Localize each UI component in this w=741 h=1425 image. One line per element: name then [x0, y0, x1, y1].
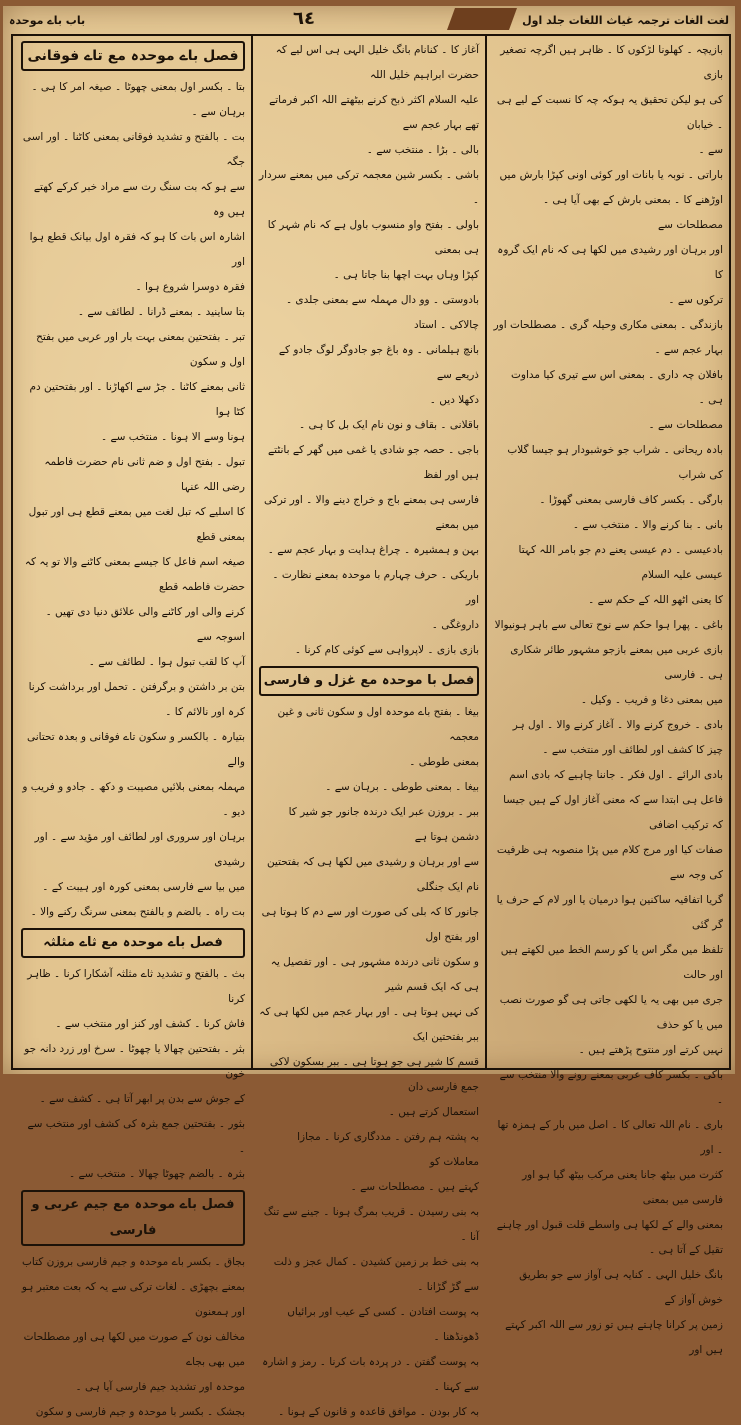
text-frame	[11, 34, 731, 1418]
text-line: صیغہ اسم فاعل کا جیسے بمعنی کاٹنے والا تو یہ کہ حضرت فاطمہ قطع	[24, 556, 245, 593]
text-line: باراتی ۔ نوبہ یا بانات اور کوئی اونی کپڑا بارش میں	[499, 169, 723, 181]
text-line: بادہ ریحانی ۔ شراب جو خوشبودار ہو جیسا گلاب کی شراب	[507, 444, 723, 481]
text-line: بہ پشتہ ہم رفتن ۔ مددگاری کرنا ۔ مجازا معاملات کو	[297, 1131, 479, 1168]
text-line: علیہ السلام اکثر ذبح کرنے بیٹھتے اللہ اکبر فرماتے تھے بہار عجم سے	[269, 94, 479, 131]
text-line: باکی ۔ بکسر کاف عربی بمعنے رونے والا منتخب سے ۔	[499, 1069, 723, 1106]
text-line: بتن بر داشتن و برگرفتن ۔ تحمل اور برداشت کرنا	[28, 681, 245, 693]
text-line: باغی ۔ پھرا ہوا حکم سے نوح تعالی سے باہر ہونیوالا	[494, 619, 723, 631]
text-line: زمین پر کرانا چاہتے ہیں تو زور سے اللہ اکبر کہتے ہیں اور	[505, 1319, 723, 1356]
text-line: بیغا ۔ بفتح باے موحدہ اول و سکون ثانی و غین معجمہ	[277, 706, 479, 743]
text-line: کرنے والی اور کاٹنے والی علائق دنیا دی تھیں ۔ اسوجہ سے	[45, 606, 245, 643]
text-line: کرہ اور نالائم کا ۔	[165, 706, 245, 718]
text-line: بتا ۔ بکسر اول بمعنی چھوٹا ۔ صیغہ امر کا ہی ۔ برہان سے ۔	[31, 81, 245, 118]
text-line: بث ۔ بالفتح و تشدید ثاے مثلثہ آشکارا کرنا ۔ ظاہر کرنا	[27, 968, 245, 1005]
text-line: بہ بنی رسیدن ۔ قریب بمرگ ہونا ۔ جینے سے تنگ آنا ۔	[263, 1206, 479, 1243]
text-line: ببر ۔ بروزن عبر ایک درندہ جانور جو شیر کا دشمن ہوتا ہے	[288, 806, 479, 843]
text-line: میں بیا سے فارسی بمعنی کورہ اور ہیبت کے ۔	[42, 881, 245, 893]
text-line: سے ۔	[698, 144, 723, 156]
text-line: بمعنی طوطی ۔	[409, 756, 479, 768]
middle-column-bottom-lines	[259, 700, 479, 1425]
text-line: ثانی بمعنے کاٹنا ۔ جڑ سے اکھاڑنا ۔ اور بفتحتین دم کٹا ہوا	[29, 381, 245, 418]
text-line: بانگ خلیل الہی ۔ کنایہ ہی آواز سے جو بطریق خوش آواز کے	[519, 1269, 723, 1306]
text-line: فاعل ہی ابتدا سے کہ معنی آغاز اول کے ہیں جیسا کہ ترکیب اضافی	[503, 794, 723, 831]
text-line: بثرہ ۔ بالضم چھوٹا چھالا ۔ منتخب سے ۔	[68, 1168, 245, 1180]
text-line: بارگی ۔ بکسر کاف فارسی بمعنی گھوڑا ۔	[539, 494, 723, 506]
text-line: دکھلا دیں ۔	[429, 394, 479, 406]
left-section-heading-1: فصل باے موحدہ مع تاے فوقانی	[21, 41, 245, 71]
text-line: بجاق ۔ بکسر باے موحدہ و جیم فارسی بروزن کتاب	[22, 1256, 245, 1268]
text-line: بانی ۔ بنا کرنے والا ۔ منتخب سے ۔	[572, 519, 723, 531]
text-line: باولی ۔ بفتح واو منسوب باول ہے کہ نام شہر کا ہی بمعنی	[267, 219, 479, 256]
text-line: کثرت میں بیٹھ جانا یعنی مرکب بیٹھ گیا ہو اور فارسی میں بمعنی	[522, 1169, 723, 1206]
text-line: بجشک ۔ بکسر با موحدہ و جیم فارسی و سکون	[35, 1406, 245, 1418]
text-line: فقرہ دوسرا شروع ہوا ۔	[135, 281, 245, 293]
text-line: موحدہ اور تشدید جیم فارسی آیا ہی ۔	[75, 1381, 245, 1393]
header-chapter-title: باب باے موحدہ	[9, 14, 86, 27]
text-line: بت راہ ۔ بالضم و بالفتح بمعنی سرنگ رکنے والا ۔	[30, 906, 245, 918]
text-line: میں بمعنی دغا و فریب ۔ وکیل ۔	[580, 694, 723, 706]
text-line: تلفظ میں مگر اس یا کو رسم الخط میں لکھتے ہیں اور حالت	[500, 944, 723, 981]
left-column	[15, 36, 251, 1418]
text-line: آغاز کا ۔ کنانام بانگ خلیل الہی ہی اس لیے کہ حضرت ابراہیم خلیل اللہ	[275, 44, 479, 81]
text-line: بہن و ہمشیرہ ۔ چراغ ہدایت و بہار عجم سے ۔	[267, 544, 479, 556]
text-line: بمعنے بچھڑی ۔ لغات ترکی سے یہ کہ بعت معتبر ہو اور ہمعنون	[21, 1281, 245, 1318]
text-line: بہ بنی خط بر زمین کشیدن ۔ کمال عجز و ذلت سے گڑ گڑانا ۔	[273, 1256, 479, 1293]
text-line: سے کہنا ۔	[433, 1381, 479, 1393]
text-line: آپ کا لقب تبول ہوا ۔ لطائف سے ۔	[88, 656, 245, 668]
text-line: بافلان چہ داری ۔ بمعنی اس سے تیری کیا مداوت ہی ۔	[511, 369, 723, 406]
middle-column	[253, 36, 485, 1418]
text-line: سے ہو کہ بت سنگ رت سے مراد خبر کرکے کھتے ہیں وہ	[33, 181, 245, 218]
text-line: بادی ۔ خروج کرنے والا ۔ آغاز کرنے والا ۔ اول ہر	[512, 719, 723, 731]
header-tab-mark	[447, 8, 517, 30]
text-line: تقیل کے آتا ہی ۔	[649, 1244, 723, 1256]
text-line: چیز کا کشف اور لطائف اور منتخب سے ۔	[542, 744, 723, 756]
text-line: باجی ۔ حصہ جو شادی یا غمی میں گھر کے بانٹتے ہیں اور لفظ	[268, 444, 479, 481]
text-line: بثر ۔ بفتحتین چھالا یا چھوٹا ۔ سرخ اور زرد دانہ جو خون	[24, 1043, 245, 1080]
text-line: بالی ۔ بڑا ۔ منتخب سے ۔	[366, 144, 479, 156]
text-line: بادعیسی ۔ دم عیسی یعنے دم جو بامر اللہ کہتا عیسی علیہ السلام	[518, 544, 723, 581]
text-line: بازیچہ ۔ کھلونا لڑکوں کا ۔ ظاہر ہیں اگرچہ تصغیر بازی	[500, 44, 723, 81]
text-line: بانچ ہیلمانی ۔ وہ باغ جو جادوگر لوگ جادو کے ذریعے سے	[278, 344, 479, 381]
text-line: بازندگی ۔ بمعنی مکاری وحیلہ گری ۔ مصطلحات اور	[493, 319, 723, 331]
text-line: کہتے ہیں ۔ مصطلحات سے ۔	[350, 1181, 479, 1193]
text-line: مصطلحات سے ۔	[648, 419, 723, 431]
left-section-heading-3: فصل باے موحدہ مع جیم عربی و فارسی	[21, 1190, 245, 1246]
text-line: جانور کا کہ بلی کی صورت اور سے دم کا ہوتا ہی اور بفتح اول	[261, 906, 479, 943]
text-line: باری ۔ نام اللہ تعالی کا ۔ اصل میں بار کے ہمزہ تھا ۔ اور	[497, 1119, 723, 1156]
text-line: اشارہ اس بات کا ہو کہ فقرہ اول بیانک قطع ہوا اور	[29, 231, 245, 268]
text-line: بت ۔ بالفتح و تشدید فوقانی بمعنی کاٹنا ۔ اور اسی جگہ	[22, 131, 245, 168]
text-line: بہ پوست گفتن ۔ در پردہ بات کرنا ۔ رمز و اشارہ	[262, 1356, 479, 1368]
text-line: بتا ساینید ۔ بمعنے ڈرانا ۔ لطائف سے ۔	[77, 306, 245, 318]
left-column-block-1	[21, 75, 245, 925]
text-line: سے اور برہان و رشیدی میں لکھا ہی کہ بفتحتین نام ایک جنگلی	[266, 856, 479, 893]
text-line: بازی عربی میں بمعنے بازجو مشہور طائر شکاری ہی ۔ فارسی	[510, 644, 723, 681]
text-line: اور برہان اور رشیدی میں لکھا ہی کہ نام ایک گروہ کا	[497, 244, 723, 281]
text-line: تبر ۔ بفتحتین بمعنی بہت بار اور عربی میں بفتح اول و سکون	[36, 331, 245, 368]
text-line: باقلانی ۔ بقاف و نون نام ایک بل کا ہی ۔	[298, 419, 479, 431]
text-line: برہان اور سروری اور لطائف اور مؤید سے ۔ اور رشیدی	[34, 831, 245, 868]
text-line: کے جوش سے بدن پر ابھر آتا ہی ۔ کشف سے ۔	[39, 1093, 245, 1105]
text-line: بیغا ۔ بمعنی طوطی ۔ برہان سے ۔	[325, 781, 479, 793]
text-line: بثور ۔ بفتحتین جمع بثرہ کی کشف اور منتخب سے ۔	[27, 1118, 245, 1155]
text-line: فارسی ہی بمعنے باج و خراج دینے والا ۔ اور ترکی میں بمعنے	[263, 494, 479, 531]
text-line: فاش کرنا ۔ کشف اور کنز اور منتخب سے ۔	[55, 1018, 245, 1030]
text-line: داروغگی ۔	[431, 619, 479, 631]
page-header	[3, 8, 735, 32]
page-number: ٦٤	[293, 8, 315, 29]
text-line: بازی بازی ۔ لاپرواہی سے کوئی کام کرنا ۔	[294, 644, 479, 656]
right-column	[487, 36, 729, 1356]
text-line: اوڑھنے کا ۔ بمعنی بارش کے بھی آیا ہی ۔ مصطلحات سے	[542, 194, 723, 231]
right-column-lines	[493, 38, 723, 1363]
text-line: جری میں بھی یہ یا لکھی جاتی ہی گو صورت نصب میں یا کو حذف	[499, 994, 723, 1031]
text-line: کی نہیں ہوتا ہی ۔ اور بہار عجم میں لکھا ہی کہ ببر بفتحتین ایک	[259, 1006, 479, 1043]
text-line: بادوستی ۔ وو دال مہملہ سے بمعنی جلدی ۔ چالاکی ۔ استاد	[285, 294, 479, 331]
text-line: نہیں کرتے اور منتوح پڑھتے ہیں ۔	[578, 1044, 723, 1056]
text-line: بادی الرائے ۔ اول فکر ۔ جاننا چاہیے کہ بادی اسم	[509, 769, 723, 781]
text-line: کپڑا وہاں بہت اچھا بنا جاتا ہی ۔	[333, 269, 479, 281]
text-line: بہار عجم سے ۔	[654, 344, 723, 356]
text-line: کا یعنی اٹھو اللہ کے حکم سے ۔	[588, 594, 723, 606]
text-line: کی ہو لیکن تحقیق یہ ہوکہ چہ کا نسبت کے لیے ہی ۔ خیابان	[496, 94, 723, 131]
text-line: قسم کا شیر ہی جو ہوتا ہی ۔ ببر بسکون لاکی جمع فارسی دان	[269, 1056, 479, 1093]
text-line: تبول ۔ بفتح اول و ضم ثانی نام حضرت فاطمہ رضی اللہ عنہا	[44, 456, 245, 493]
text-line: مخالف نون کے صورت میں لکھا ہی اور مصطلحات میں بھی بجاے	[23, 1331, 245, 1368]
text-line: باشی ۔ بکسر شین معجمہ ترکی میں بمعنے سردار ۔	[259, 169, 479, 206]
left-column-block-3	[21, 1250, 245, 1425]
text-line: و سکون ثانی درندہ مشہور ہی ۔ اور تفصیل یہ ہی کہ ایک قسم شیر	[270, 956, 479, 993]
text-line: ترکوں سے ۔	[668, 294, 723, 306]
text-line: باریکی ۔ حرف چہارم با موحدہ بمعنے نظارت ۔ اور	[272, 569, 479, 606]
text-line: بتیارہ ۔ بالکسر و سکون تاے فوقانی و بعدہ تحتانی والے	[26, 731, 245, 768]
middle-section-heading: فصل با موحدہ مع غزل و فارسی	[259, 666, 479, 696]
left-column-block-2	[21, 962, 245, 1187]
text-line: ہونا وسے الا ہونا ۔ منتخب سے ۔	[101, 431, 245, 443]
text-line: صفات کیا اور مرج کلام میں پڑا منصوبہ ہی ظرفیت کی وجہ سے	[496, 844, 723, 881]
text-line: بمعنی والے کے لکھا ہی واسطے قلت قبول اور چاہنے	[496, 1219, 723, 1231]
text-line: گریا اتفاقیہ ساکنین ہوا درمیان یا اور لام کے حرف یا گر گئی	[496, 894, 723, 931]
text-line: بہ پوست افتادن ۔ کسی کے عیب اور برائیاں ڈھونڈھنا ۔	[287, 1306, 479, 1343]
left-section-heading-2: فصل باے موحدہ مع ثاے مثلثہ	[21, 928, 245, 958]
scanned-page	[3, 6, 735, 1418]
text-line: استعمال کرتے ہیں ۔	[388, 1106, 479, 1118]
text-line: مہملہ بمعنی بلائیں مصیبت و دکھ ۔ جادو و فریب و دیو ۔	[22, 781, 245, 818]
header-book-title: لغت الغات ترجمہ غیاث اللغات جلد اول	[522, 14, 729, 27]
middle-column-top-lines	[259, 38, 479, 663]
text-line: کا اسلیے کہ تبل لغت میں بمعنے قطع ہی اور تبول بمعنی قطع	[28, 506, 245, 543]
text-line: بہ کار بودن ۔ موافق قاعدہ و قانون کے ہونا ۔	[278, 1406, 479, 1418]
